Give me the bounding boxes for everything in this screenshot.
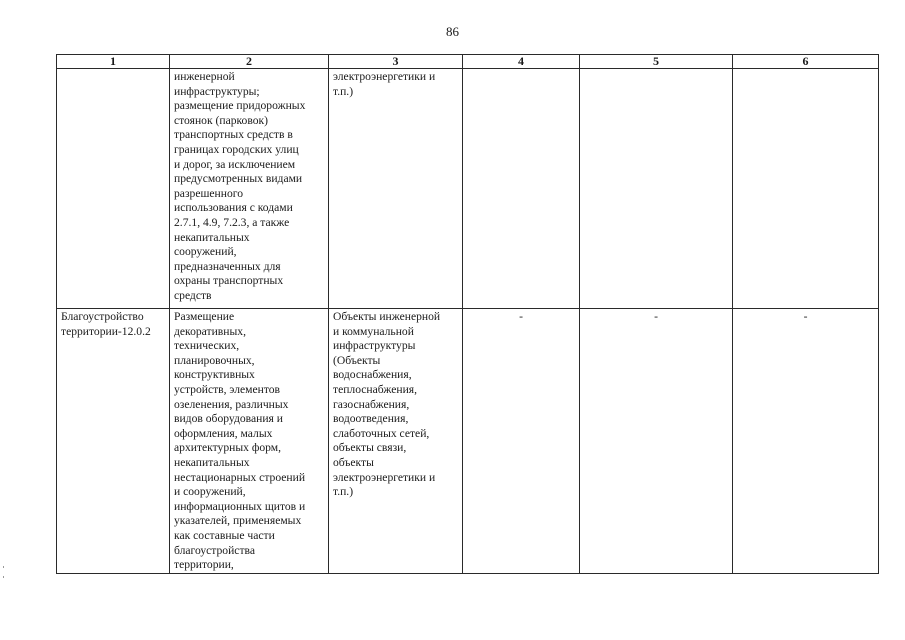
table-cell: - bbox=[733, 309, 879, 574]
table-cell: инженерной инфраструктуры; размещение придорожных стоянок (парковок) транспортных средств в границах городских улиц и дорог, за исключением предусмотренных видами разрешенного использования с кодами 2.7.1, 4.9, 7.2.3, а также некапитальных сооружений, предназначенных для охраны транспортных средств bbox=[170, 69, 329, 309]
column-header: 1 bbox=[57, 55, 170, 69]
column-header: 5 bbox=[580, 55, 733, 69]
table-cell: электроэнергетики и т.п.) bbox=[329, 69, 463, 309]
column-header: 3 bbox=[329, 55, 463, 69]
scan-artifact bbox=[3, 566, 4, 568]
table-cell: - bbox=[580, 309, 733, 574]
page-number: 86 bbox=[446, 24, 459, 39]
table-cell: - bbox=[463, 309, 580, 574]
table-cell: Благоустройство территории-12.0.2 bbox=[57, 309, 170, 574]
scan-artifact bbox=[3, 576, 4, 578]
table-cell bbox=[580, 69, 733, 309]
column-header: 6 bbox=[733, 55, 879, 69]
table-row bbox=[57, 309, 879, 574]
table-cell bbox=[463, 69, 580, 309]
header-row bbox=[57, 55, 879, 69]
column-header: 4 bbox=[463, 55, 580, 69]
table-cell: Размещение декоративных, технических, планировочных, конструктивных устройств, элементов озеленения, различных видов оборудования и оформления, малых архитектурных форм, некапитальных нестационарных строений и сооружений, информационных щитов и указателей, применяемых как составные части благоустройства территории, bbox=[170, 309, 329, 574]
zoning-table bbox=[56, 54, 879, 574]
column-header: 2 bbox=[170, 55, 329, 69]
table-row bbox=[57, 69, 879, 309]
table-cell: Объекты инженерной и коммунальной инфраструктуры (Объекты водоснабжения, теплоснабжения, газоснабжения, водоотведения, слаботочных сетей, объекты связи, объекты электроэнергетики и т.п.) bbox=[329, 309, 463, 574]
table-cell bbox=[57, 69, 170, 309]
table-cell bbox=[733, 69, 879, 309]
